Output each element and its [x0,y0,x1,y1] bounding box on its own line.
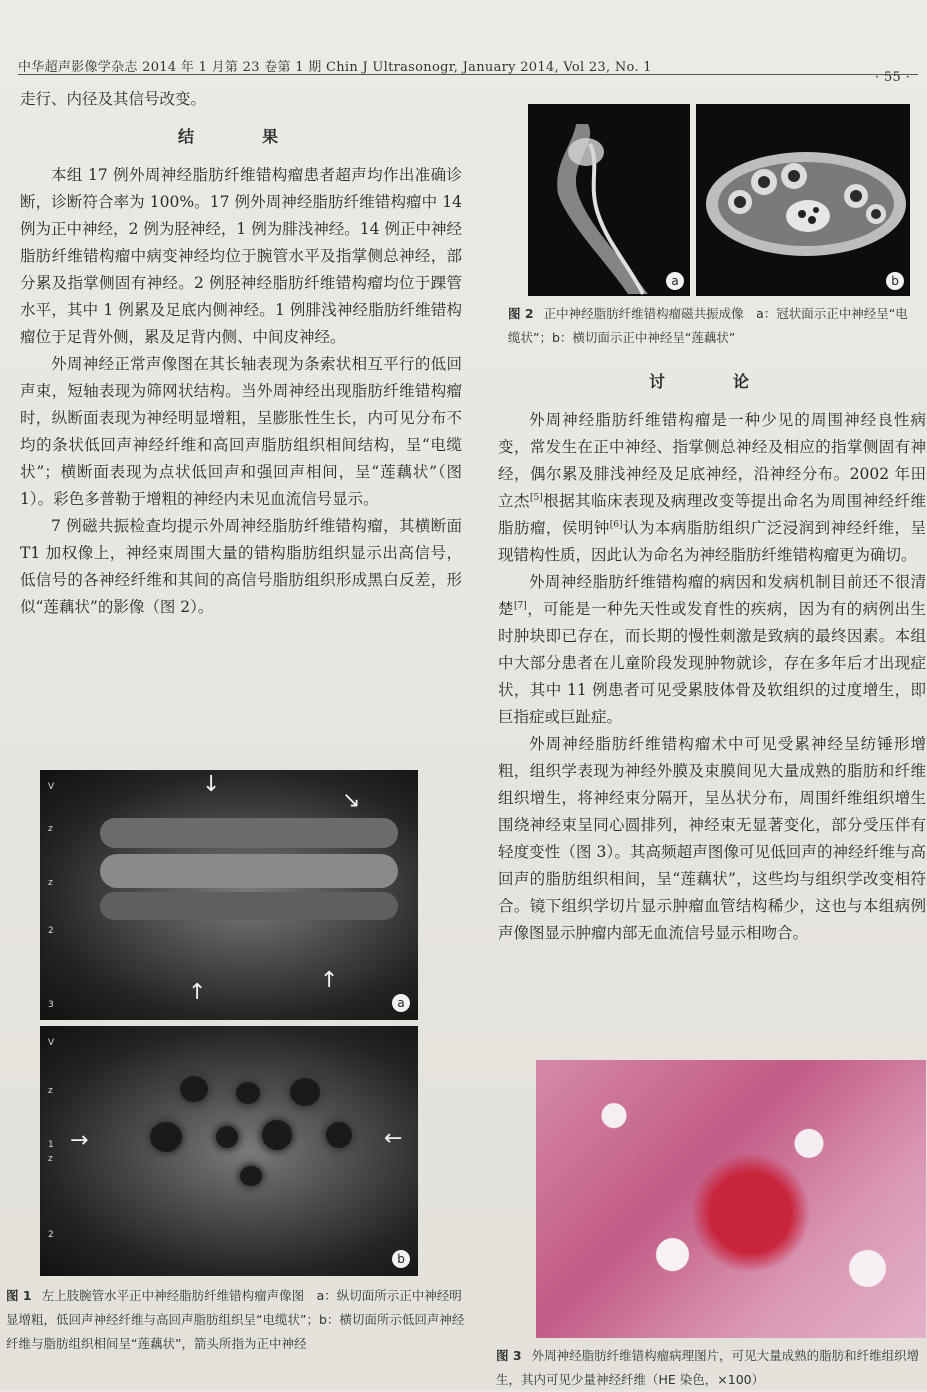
figure-1-caption-text: 左上肢腕管水平正中神经脂肪纤维错构瘤声像图 a：纵切面所示正中神经明显增粗，低回声神经纤维与高回声脂肪组织呈“电缆状”；b：横切面所示低回声神经纤维与脂肪组织相间呈“莲藕状”，箭头所指为正中神经 [6,1288,465,1351]
depth-scale: V z z 2 3 [48,782,55,1010]
mri-transverse-image [696,104,910,296]
paragraph-discussion-2-text-b: ，可能是一种先天性或发育性的疾病，因为有的病例出生时肿块即已存在，而长期的慢性刺激是致病的最终因素。本组中大部分患者在儿童阶段发现肿物就诊，存在多年后才出现症状，其中 11 例患者可见受累肢体骨及软组织的过度增生，即巨指症或巨趾症。 [498,600,926,726]
arrow-down-icon: ↓ [202,772,221,797]
depth-scale: V z 1 z 2 [48,1038,55,1240]
reference-5: [5] [529,492,543,503]
nerve-band-upper [100,818,398,848]
nerve-fascicle [262,1120,292,1150]
nerve-fascicle [216,1126,238,1148]
paragraph-discussion-3: 外周神经脂肪纤维错构瘤术中可见受累神经呈纺锤形增粗，组织学表现为神经外膜及束膜间见大量成熟的脂肪和纤维组织增生，将神经束分隔开，呈丛状分布，周围纤维组织增生围绕神经束呈同心圆排列，神经束无显著变化，部分受压伴有轻度变性（图 3）。其高频超声图像可见低回声的神经纤维与高回声的脂肪组织相间，呈“莲藕状”，这些均与组织学改变相符合。镜下组织学切片显示肿瘤血管结构稀少，这也与本组病例声像图显示肿瘤内部无血流信号显示相吻合。 [498,735,926,942]
nerve-fascicle [150,1122,182,1152]
figure-1-label: 图 1 [6,1288,32,1303]
arrow-left-icon: ← [384,1126,403,1151]
paragraph-results-3: 7 例磁共振检查均提示外周神经脂肪纤维错构瘤，其横断面 T1 加权像上，神经束周围大量的错构脂肪组织显示出高信号，低信号的各神经纤维和其间的高信号脂肪组织形成黑白反差，形似“莲藕状”的影像（图 2）。 [20,517,462,616]
section-heading-results: 结 果 [177,127,304,146]
figure-2-label: 图 2 [508,306,534,321]
running-header [18,40,918,85]
nerve-fascicle [290,1078,320,1106]
arrow-down-icon: ↘ [342,788,361,813]
figure-1-caption [6,1284,466,1356]
nerve-band-lower [100,892,398,920]
paragraph-discussion-1-text-c: 认为本病脂肪组织广泛浸润到神经纤维，呈现错构性质，因此认为命名为神经脂肪纤维错构瘤更为确切。 [498,519,926,564]
figure-2a-mri-coronal [528,104,690,296]
figure-2-caption [508,302,920,350]
figure-2b-mri-transverse [696,104,910,296]
paragraph-methods-end: 走行、内径及其信号改变。 [20,90,207,108]
nerve-fascicle [240,1166,262,1186]
nerve-fascicle [236,1082,260,1104]
panel-label-a: a [666,272,684,290]
paragraph-discussion-1-text-b: 根据其临床表现及病理改变等提出命名为周围神经纤维脂肪瘤，侯明钟 [498,492,926,537]
paragraph-discussion-2-text-a: 外周神经脂肪纤维错构瘤的病因和发病机制目前还不很清楚 [498,573,926,618]
figure-1b-ultrasound-transverse [40,1026,418,1276]
mri-coronal-image [528,104,690,296]
journal-title: 中华超声影像学杂志 2014 年 1 月第 23 卷第 1 期 Chin J Ultrasonogr, January 2014, Vol 23, No. 1 [18,60,652,75]
nerve-band-middle [100,854,398,888]
paragraph-results-2: 外周神经正常声像图在其长轴表现为条索状相互平行的低回声束，短轴表现为筛网状结构。当外周神经出现脂肪纤维错构瘤时，纵断面表现为神经明显增粗，呈膨胀性生长，内可见分布不均的条状低回声神经纤维和高回声脂肪组织相间结构，呈“电缆状”；横断面表现为点状低回声和强回声相间，呈“莲藕状”（图 1）。彩色多普勒于增粗的神经内未见血流信号显示。 [20,355,462,508]
figure-3-label: 图 3 [496,1348,522,1363]
paragraph-discussion-2 [498,569,926,731]
nerve-fascicle [326,1122,352,1148]
left-column [20,86,462,621]
figure-3-histology [536,1060,926,1338]
panel-label-a: a [392,994,410,1012]
reference-6: [6] [609,519,623,530]
section-heading-discussion: 讨 论 [648,372,775,391]
arrow-up-icon: ↑ [188,980,207,1005]
nerve-fascicle [180,1076,208,1102]
panel-label-b: b [886,272,904,290]
arrow-right-icon: → [70,1128,89,1153]
arrow-up-icon: ↑ [320,968,339,993]
paragraph-discussion-1 [498,407,926,569]
panel-label-b: b [392,1250,410,1268]
page-number: · 55 · [875,70,910,85]
paragraph-results-1: 本组 17 例外周神经脂肪纤维错构瘤患者超声均作出准确诊断，诊断符合率为 100%。17 例外周神经脂肪纤维错构瘤中 14 例为正中神经，2 例为胫神经，1 例为腓浅神经。14 例正中神经脂肪纤维错构瘤中病变神经均位于腕管水平及指掌侧总神经，部分累及指掌侧固有神经。2 例胫神经脂肪纤维错构瘤均位于踝管水平，其中 1 例累及足底内侧神经。1 例腓浅神经脂肪纤维错构瘤位于足背外侧，累及足背内侧、中间皮神经。 [20,166,462,346]
figure-3-caption [496,1344,924,1392]
figure-2-caption-text: 正中神经脂肪纤维错构瘤磁共振成像 a：冠状面示正中神经呈“电缆状”；b：横切面示正中神经呈“莲藕状” [508,306,908,345]
paragraph-discussion-1-text-a: 外周神经脂肪纤维错构瘤是一种少见的周围神经良性病变，常发生在正中神经、指掌侧总神经及相应的指掌侧固有神经，偶尔累及腓浅神经及足底神经，沿神经分布。2002 年田立杰 [498,411,926,510]
figure-3-caption-text: 外周神经脂肪纤维错构瘤病理图片，可见大量成熟的脂肪和纤维组织增生，其内可见少量神经纤维（HE 染色，×100） [496,1348,920,1387]
right-column [498,372,926,947]
figure-1a-ultrasound-longitudinal [40,770,418,1020]
reference-7: [7] [513,600,527,611]
